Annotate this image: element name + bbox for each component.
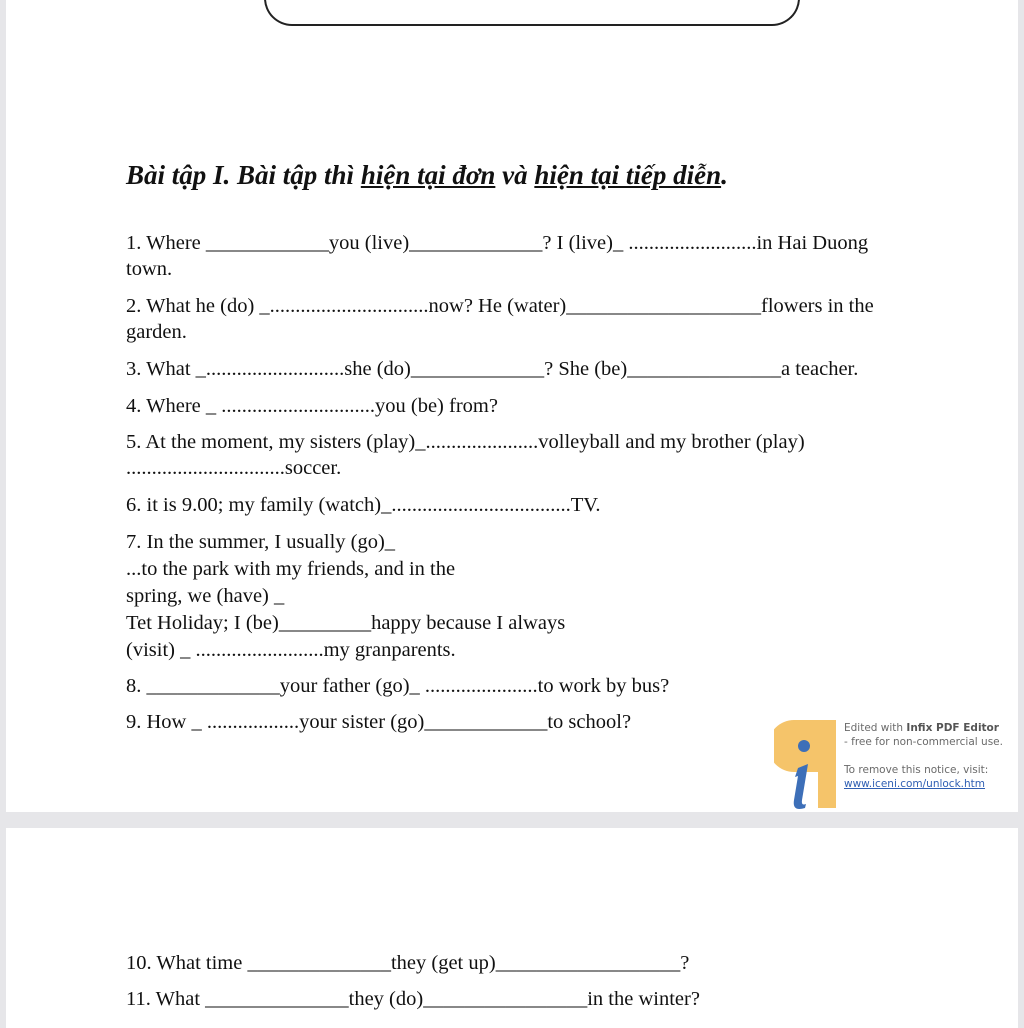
watermark-line-1	[844, 722, 999, 735]
infix-watermark	[774, 720, 1014, 812]
document-page-1	[6, 0, 1018, 812]
question-7-line-1: 7. In the summer, I usually (go)_	[126, 531, 396, 553]
header-box	[264, 0, 800, 26]
question-5-line-2: ...............................soccer.	[126, 457, 342, 479]
watermark-link-text[interactable]: www.iceni.com/unlock.htm	[844, 778, 986, 790]
infix-logo-icon	[774, 720, 838, 812]
question-2-line-2: garden.	[126, 321, 187, 343]
question-5-line-1: 5. At the moment, my sisters (play)_......................volleyball and my brother (play)	[126, 431, 805, 453]
question-11: 11. What ______________they (do)________________in the winter?	[126, 988, 700, 1010]
question-2-line-1: 2. What he (do) _...............................now? He (water)___________________flowers in the	[126, 295, 874, 317]
document-page-2	[6, 828, 1018, 1028]
question-6: 6. it is 9.00; my family (watch)_...................................TV.	[126, 494, 601, 516]
question-9: 9. How _ ..................your sister (go)____________to school?	[126, 711, 632, 733]
question-7-line-4: Tet Holiday; I (be)_________happy because I always	[126, 612, 566, 634]
question-1-line-1: 1. Where ____________you (live)_____________? I (live)_ .........................in Hai Duong	[126, 232, 869, 254]
question-1-line-2: town.	[126, 258, 173, 280]
question-7-line-2: ...to the park with my friends, and in the	[126, 558, 456, 580]
watermark-line-3: To remove this notice, visit:	[844, 764, 989, 776]
question-10: 10. What time ______________they (get up)__________________?	[126, 952, 690, 974]
title-suffix: .	[721, 160, 728, 190]
question-7-line-3: spring, we (have) _	[126, 585, 285, 607]
question-8: 8. _____________your father (go)_ ......................to work by bus?	[126, 675, 670, 697]
title-middle: và	[495, 160, 535, 190]
question-7-line-5: (visit) _ .........................my granparents.	[126, 639, 456, 661]
watermark-unlock-link[interactable]	[844, 778, 985, 791]
watermark-line-2: - free for non-commercial use.	[844, 736, 1003, 748]
question-3: 3. What _...........................she (do)_____________? She (be)_______________a teacher.	[126, 358, 859, 380]
title-prefix: Bài tập I. Bài tập thì	[126, 160, 361, 190]
title-tense-present-continuous: hiện tại tiếp diễn	[534, 160, 722, 190]
title-tense-simple-present: hiện tại đơn	[360, 160, 496, 190]
watermark-edited-with: Edited with	[844, 722, 907, 734]
watermark-brand: Infix PDF Editor	[906, 722, 999, 734]
question-4: 4. Where _ ..............................you (be) from?	[126, 395, 498, 417]
exercise-title	[126, 160, 728, 191]
